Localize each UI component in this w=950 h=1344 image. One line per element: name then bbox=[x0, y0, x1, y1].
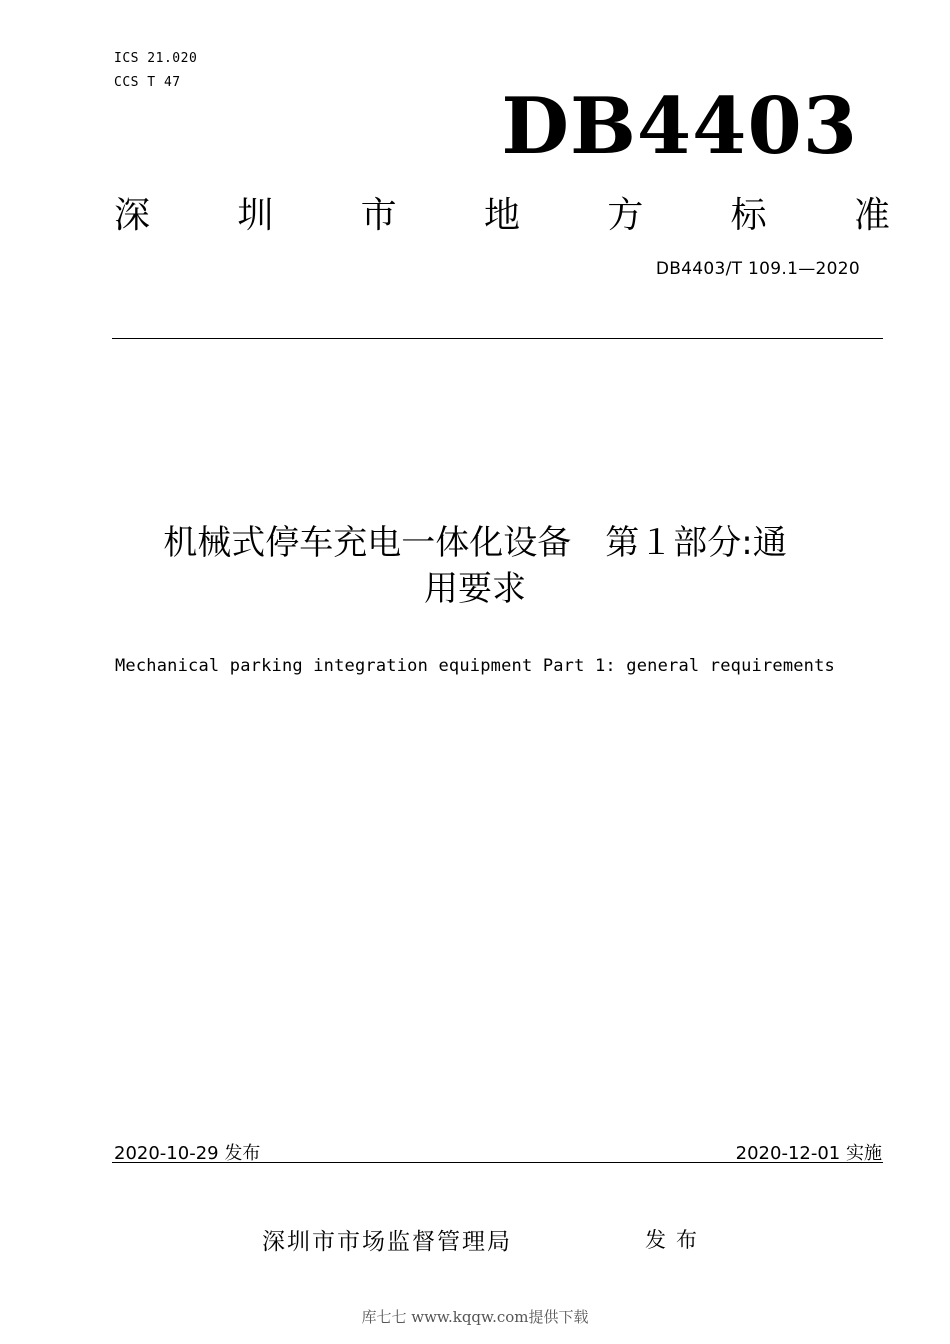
standard-type-char: 圳 bbox=[237, 195, 274, 236]
ccs-code: CCS T 47 bbox=[114, 75, 181, 90]
standard-type-char: 准 bbox=[853, 195, 890, 236]
ics-code: ICS 21.020 bbox=[114, 51, 198, 66]
standard-type-char: 标 bbox=[730, 195, 767, 236]
issue-date: 2020-10-29 发布 bbox=[114, 1143, 261, 1164]
english-title: Mechanical parking integration equipment Part 1: general requirements bbox=[114, 656, 835, 676]
standard-type bbox=[114, 195, 890, 236]
standard-number: DB4403/T 109.1—2020 bbox=[655, 259, 860, 279]
standard-logo: DB4403 bbox=[501, 81, 858, 172]
footer-divider bbox=[112, 1162, 883, 1163]
header-divider bbox=[112, 338, 883, 339]
chinese-title bbox=[80, 520, 870, 612]
standard-type-char: 地 bbox=[483, 195, 520, 236]
implementation-date: 2020-12-01 实施 bbox=[735, 1143, 882, 1164]
chinese-title-line-2: 用要求 bbox=[424, 569, 526, 609]
chinese-title-line-1: 机械式停车充电一体化设备 第１部分:通 bbox=[163, 523, 787, 563]
publish-label: 发布 bbox=[645, 1228, 707, 1252]
download-watermark: 库七七 www.kqqw.com提供下载 bbox=[361, 1308, 589, 1326]
publisher-name: 深圳市市场监督管理局 bbox=[262, 1229, 512, 1255]
standard-type-char: 市 bbox=[360, 195, 397, 236]
standard-type-char: 方 bbox=[607, 195, 644, 236]
standard-type-char: 深 bbox=[114, 195, 151, 236]
